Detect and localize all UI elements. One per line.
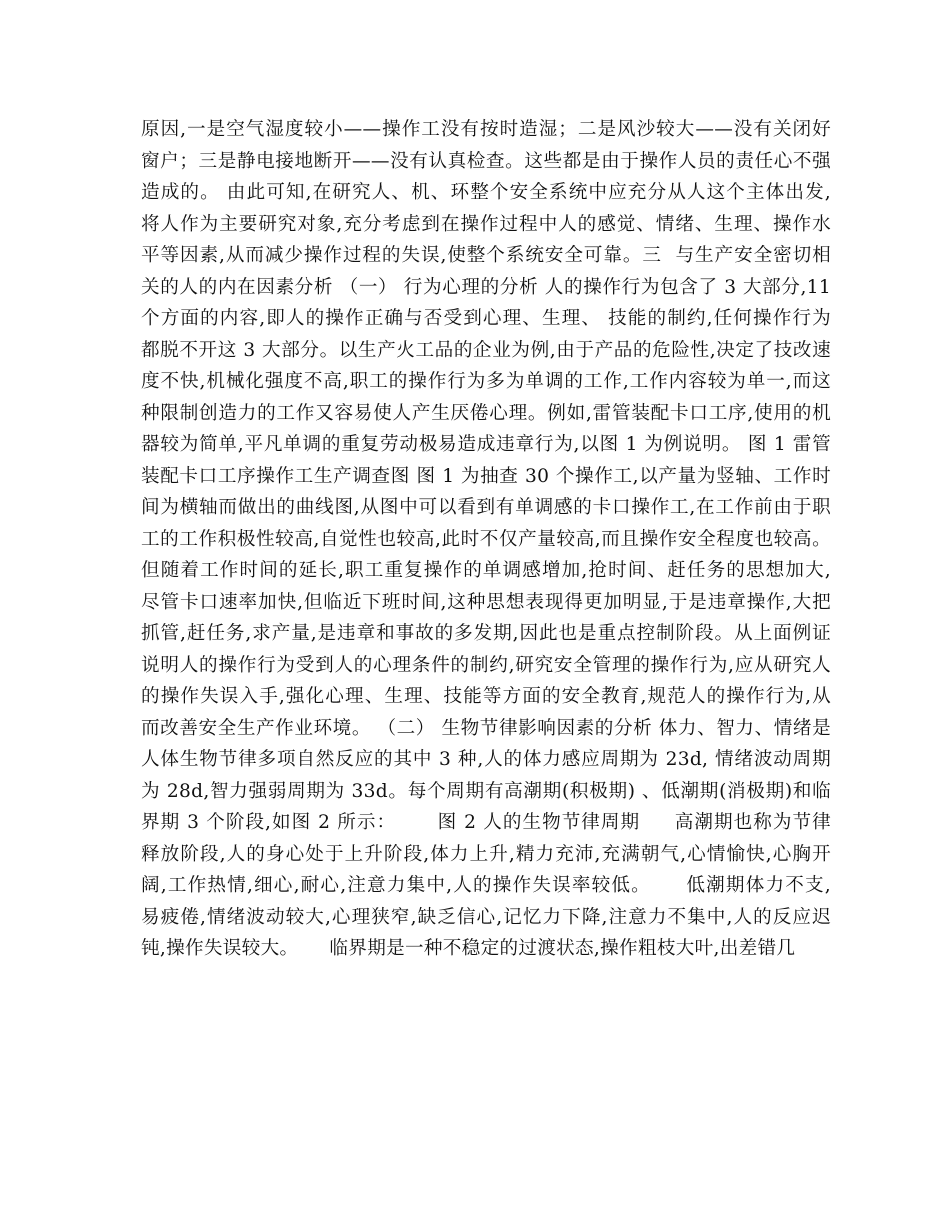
text-line: 原因,一是空气湿度较小——操作工没有按时造湿；二是风沙较大——没有关闭好: [141, 119, 831, 140]
text-line: 钝,操作失误较大。 临界期是一种不稳定的过渡状态,操作粗枝大叶,出差错几: [141, 938, 796, 959]
text-line: 间为横轴而做出的曲线图,从图中可以看到有单调感的卡口操作工,在工作前由于职: [141, 497, 831, 518]
text-line: 界期 3 个阶段,如图 2 所示： 图 2 人的生物节律周期 高潮期也称为节律: [141, 812, 831, 833]
text-line: 但随着工作时间的延长,职工重复操作的单调感增加,抢时间、赶任务的思想加大,: [141, 560, 831, 581]
text-line: 尽管卡口速率加快,但临近下班时间,这种思想表现得更加明显,于是违章操作,大把: [141, 591, 831, 613]
text-line: 关的人的内在因素分析 （一） 行为心理的分析 人的操作行为包含了 3 大部分,11: [141, 276, 831, 298]
text-line: 种限制创造力的工作又容易使人产生厌倦心理。例如,雷管装配卡口工序,使用的机: [141, 402, 831, 424]
text-line: 易疲倦,情绪波动较大,心理狭窄,缺乏信心,记忆力下降,注意力不集中,人的反应迟: [141, 906, 831, 928]
text-line: 而改善安全生产作业环境。 （二） 生物节律影响因素的分析 体力、智力、情绪是: [141, 717, 831, 739]
text-line: 为 28d,智力强弱周期为 33d。每个周期有高潮期(积极期) 、低潮期(消极期)和临: [141, 780, 831, 802]
text-line: 阔,工作热情,细心,耐心,注意力集中,人的操作失误率较低。 低潮期体力不支,: [141, 875, 831, 896]
text-line: 造成的。 由此可知,在研究人、机、环整个安全系统中应充分从人这个主体出发,: [141, 182, 831, 203]
text-line: 个方面的内容,即人的操作正确与否受到心理、生理、 技能的制约,任何操作行为: [141, 308, 831, 329]
text-line: 都脱不开这 3 大部分。以生产火工品的企业为例,由于产品的危险性,决定了技改速: [141, 339, 831, 361]
text-line: 窗户；三是静电接地断开——没有认真检查。这些都是由于操作人员的责任心不强: [141, 150, 831, 172]
text-line: 平等因素,从而减少操作过程的失误,使整个系统安全可靠。三 与生产安全密切相: [141, 245, 831, 266]
text-line: 人体生物节律多项自然反应的其中 3 种,人的体力感应周期为 23d, 情绪波动周期: [141, 749, 831, 770]
text-line: 工的工作积极性较高,自觉性也较高,此时不仅产量较高,而且操作安全程度也较高。: [141, 528, 831, 550]
text-line: 抓管,赶任务,求产量,是违章和事故的多发期,因此也是重点控制阶段。从上面例证: [141, 623, 831, 644]
text-line: 装配卡口工序操作工生产调查图 图 1 为抽查 30 个操作工,以产量为竖轴、工作时: [141, 465, 831, 487]
text-line: 释放阶段,人的身心处于上升阶段,体力上升,精力充沛,充满朝气,心情愉快,心胸开: [141, 843, 831, 865]
text-line: 度不快,机械化强度不高,职工的操作行为多为单调的工作,工作内容较为单一,而这: [141, 371, 831, 392]
text-line: 器较为简单,平凡单调的重复劳动极易造成违章行为,以图 1 为例说明。 图 1 雷管: [141, 434, 831, 455]
text-line: 的操作失误入手,强化心理、生理、技能等方面的安全教育,规范人的操作行为,从: [141, 686, 831, 707]
body-text: [141, 114, 831, 965]
text-line: 将人作为主要研究对象,充分考虑到在操作过程中人的感觉、情绪、生理、操作水: [141, 213, 831, 235]
text-line: 说明人的操作行为受到人的心理条件的制约,研究安全管理的操作行为,应从研究人: [141, 654, 831, 676]
